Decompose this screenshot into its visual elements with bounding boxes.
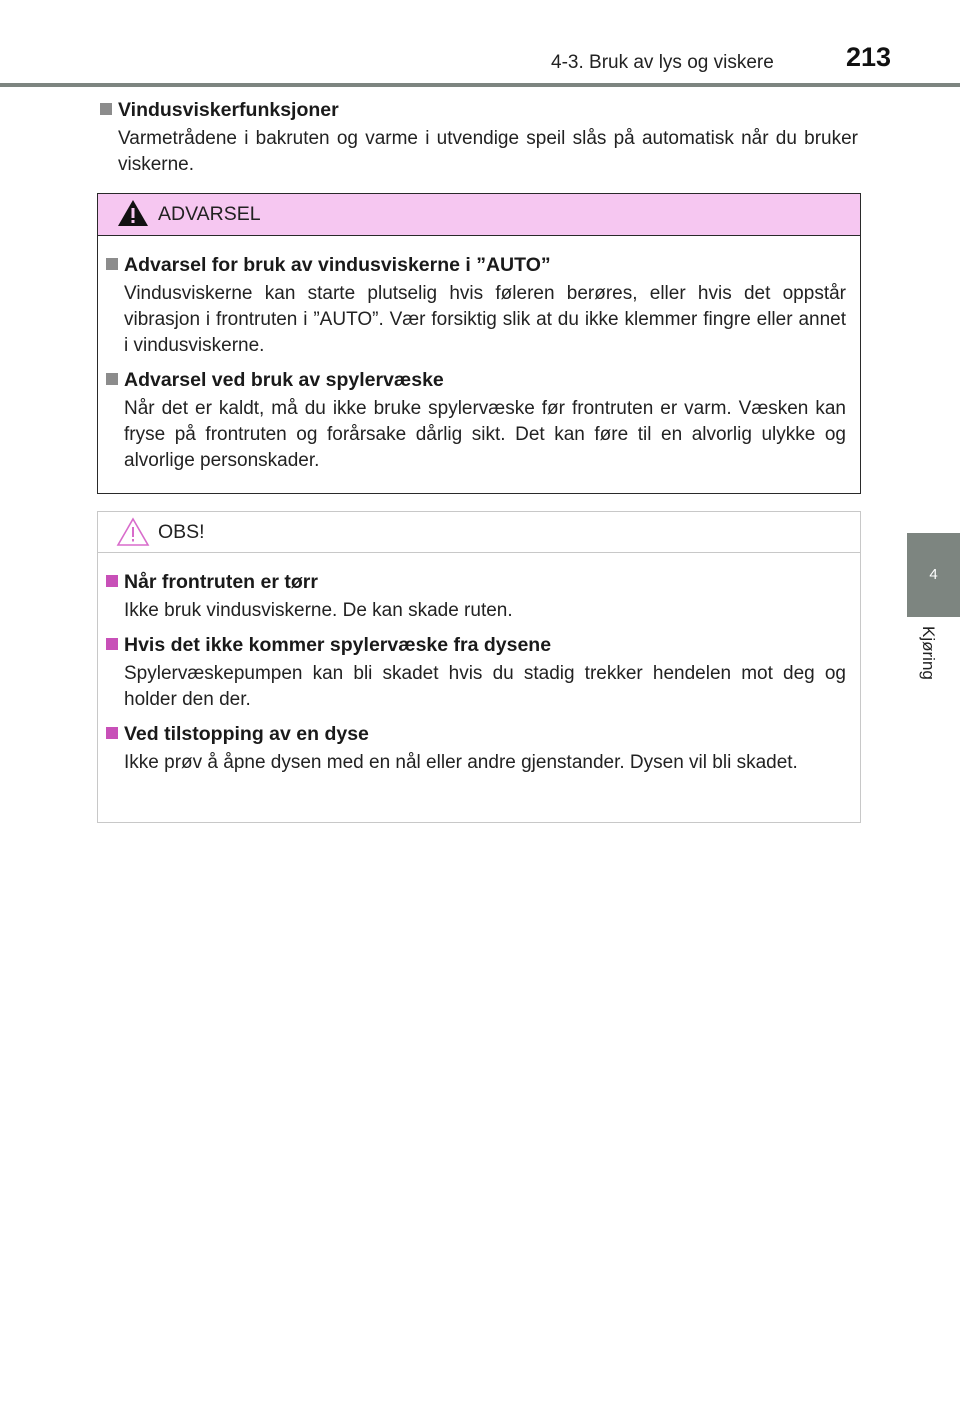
notice-header [98,512,860,553]
intro-section [100,98,858,178]
notice-item [106,722,846,776]
bullet-square-icon [106,575,118,587]
warning-title: ADVARSEL [158,203,261,225]
warning-item [106,253,846,359]
notice-item-text: Ikke prøv å åpne dysen med en nål eller andre gjenstander. Dysen vil bli skadet. [124,752,798,773]
notice-title: OBS! [158,521,205,543]
header-section-title: 4-3. Bruk av lys og viskere [551,52,774,73]
warning-triangle-filled-icon [116,198,150,228]
warning-item-text: Vindusviskerne kan starte plutselig hvis føleren berøres, eller hvis det oppstår vibrasjon i frontruten i ”AUTO”. Vær forsiktig slik at du ikke klemmer fingre eller annet i vindusviskerne. [124,283,846,356]
warning-item [106,368,846,474]
warning-header [98,194,860,236]
warning-item-heading [106,368,846,392]
page-number: 213 [846,42,892,72]
notice-item-heading-text: Hvis det ikke kommer spylervæske fra dysene [124,634,552,656]
bullet-square-icon [106,373,118,385]
header-divider [0,83,960,87]
notice-item-heading-text: Ved tilstopping av en dyse [124,723,369,745]
warning-triangle-outline-icon [116,516,150,548]
warning-item-heading-text: Advarsel ved bruk av spylervæske [124,369,444,391]
intro-heading [100,98,858,122]
intro-heading-text: Vindusviskerfunksjoner [118,99,339,121]
chapter-label: Kjøring [919,626,938,680]
chapter-tab: 4 [907,533,960,617]
intro-text: Varmetrådene i bakruten og varme i utvendige speil slås på automatisk når du bruker viskerne. [118,128,858,175]
notice-item [106,570,846,624]
warning-box [97,193,861,494]
warning-item-heading [106,253,846,277]
bullet-square-icon [106,727,118,739]
bullet-square-icon [106,638,118,650]
warning-item-text: Når det er kaldt, må du ikke bruke spylervæske før frontruten er varm. Væsken kan fryse på frontruten og forårsake dårlig sikt. Det kan føre til en alvorlig ulykke og alvorlige personskader. [124,398,846,471]
notice-item-heading-text: Når frontruten er tørr [124,571,318,593]
warning-content [98,236,860,474]
bullet-square-icon [106,258,118,270]
notice-item-heading [106,722,846,746]
notice-item-heading [106,570,846,594]
notice-item-text: Spylervæskepumpen kan bli skadet hvis du stadig trekker hendelen mot deg og holder den der. [124,663,846,710]
notice-box [97,511,861,823]
notice-item-text: Ikke bruk vindusviskerne. De kan skade ruten. [124,600,513,621]
notice-item [106,633,846,713]
notice-content [98,553,860,776]
notice-item-heading [106,633,846,657]
bullet-square-icon [100,103,112,115]
warning-item-heading-text: Advarsel for bruk av vindusviskerne i ”AUTO” [124,254,551,276]
